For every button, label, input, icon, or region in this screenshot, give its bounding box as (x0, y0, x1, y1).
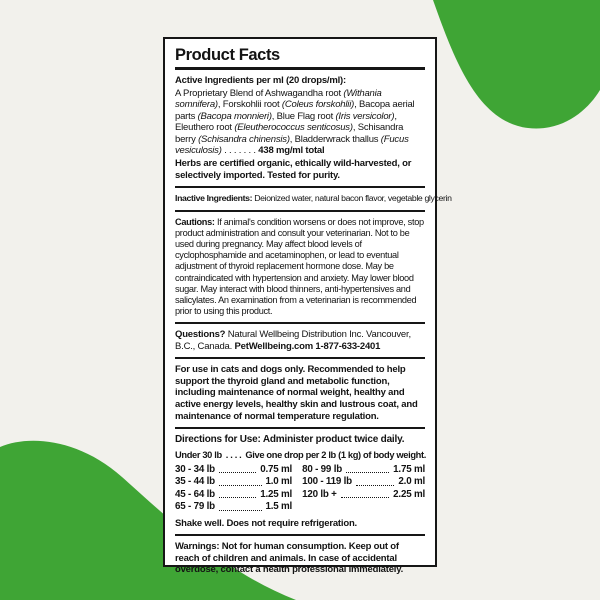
dosage-table (175, 464, 425, 514)
cautions-text: If animal's condition worsens or does not improve, stop product administration and consult your veterinarian. Not to be used during pregnancy. May affect blood levels of cyclophosphamide and acetaminophen, or lead to eventual adjustment of thyroid replacement hormone dose. May be contraindicated with hypertension and anxiety. May lower blood sugar. May interact with blood thinners, anti-hypertensives and salicylates. An examination from a veterinarian is recommended prior to using this product. (175, 216, 424, 317)
latin-name: (Fucus vesiculosis) (175, 133, 409, 156)
divider (175, 357, 425, 359)
dosage-row (175, 464, 292, 477)
inactive-ingredients-section (175, 193, 452, 204)
divider (175, 322, 425, 324)
dot-leader (219, 510, 262, 511)
usage-statement: For use in cats and dogs only. Recommended to help support the thyroid gland and metabolic function, including maintenance of normal weight, healthy and active energy levels, healthy skin and lustrous coat, and maintenance of normal temperature regulation. (175, 364, 418, 422)
dosage-column-right (302, 464, 425, 514)
certification-text: Herbs are certified organic, ethically wild-harvested, or selectively imported. Tested for purity. (175, 158, 412, 181)
weight-range: Under 30 lb (175, 449, 222, 460)
weight-range: 35 - 44 lb (175, 476, 215, 488)
warnings-section (175, 541, 425, 575)
shake-well-note: Shake well. Does not require refrigeration. (175, 517, 357, 529)
dot-leader: . . . . (225, 449, 242, 460)
dose-value: 0.75 ml (260, 463, 293, 475)
blend-text: , Eleuthero root (175, 110, 397, 134)
latin-name: (Bacopa monnieri) (197, 110, 272, 122)
green-blob-top-right-shape (433, 0, 600, 128)
blend-text: , Blue Flag root (271, 110, 336, 122)
active-ingredients-blend (175, 88, 425, 156)
dose-value: 1.5 ml (265, 501, 293, 513)
dosage-row (302, 489, 425, 502)
dot-leader: . . . . . . . (221, 144, 259, 156)
directions-heading: Directions for Use: Administer product twice daily. (175, 434, 405, 446)
active-ingredients-heading-text: Active Ingredients per ml (20 drops/ml): (175, 74, 346, 86)
contact-info: PetWellbeing.com 1-877-633-2401 (234, 340, 381, 352)
dose-value: 1.25 ml (260, 488, 293, 500)
dot-leader (219, 497, 256, 498)
latin-name: (Eleutherococcus senticosus) (234, 122, 353, 134)
weight-range: 45 - 64 lb (175, 488, 215, 500)
divider (175, 210, 425, 212)
dot-leader (346, 472, 389, 473)
warnings-text: Not for human consumption. Keep out of reach of children and animals. In case of accidental overdose, contact a health professional immediately. (175, 541, 404, 575)
weight-range: 30 - 34 lb (175, 463, 215, 475)
dosage-row (175, 489, 292, 502)
blend-text: , Forskohlii root (217, 99, 282, 111)
active-ingredients-footer (175, 158, 425, 181)
dot-leader (219, 472, 256, 473)
weight-range: 65 - 79 lb (175, 501, 215, 513)
cautions-heading: Cautions: (175, 216, 215, 227)
latin-name: (Iris versicolor) (335, 110, 395, 122)
inactive-ingredients-heading: Inactive Ingredients: (175, 193, 253, 204)
warnings-heading: Warnings: (175, 541, 220, 553)
questions-section (175, 329, 425, 352)
distributor-text: Natural Wellbeing Distribution Inc. Vancouver, B.C., Canada. (175, 329, 411, 352)
active-ingredients-heading (175, 75, 425, 86)
product-facts-title: Product Facts (175, 46, 280, 64)
dosage-row (175, 501, 292, 514)
blend-text: , Bladderwrack thallus (289, 133, 381, 145)
blend-text: A Proprietary Blend of Ashwagandha root (175, 87, 344, 99)
blend-text: , Schisandra berry (175, 122, 404, 145)
latin-name: (Coleus forskohlii) (281, 99, 355, 111)
under-30lb-row (175, 450, 425, 461)
latin-name: (Withania somnifera) (175, 87, 382, 111)
dosage-row (175, 476, 292, 489)
dosage-column-left (175, 464, 292, 514)
divider (175, 186, 425, 188)
total-amount: 438 mg/ml total (258, 144, 325, 156)
dot-leader (356, 485, 394, 486)
dose-value: 2.25 ml (393, 488, 425, 500)
divider (175, 67, 425, 70)
weight-range: 80 - 99 lb (302, 463, 343, 475)
dose-value: 1.75 ml (393, 463, 425, 475)
dosage-row (302, 476, 425, 489)
dose-instruction: Give one drop per 2 lb (1 kg) of body weight. (245, 449, 426, 460)
weight-range: 120 lb + (302, 488, 337, 500)
weight-range: 100 - 119 lb (302, 476, 352, 488)
product-facts-label (163, 37, 452, 575)
dosage-row (302, 464, 425, 477)
cautions-section (175, 217, 425, 318)
questions-heading: Questions? (175, 329, 226, 341)
dose-value: 1.0 ml (265, 476, 293, 488)
divider (175, 427, 425, 429)
dot-leader (341, 497, 389, 498)
divider (175, 534, 425, 536)
blend-text: , Bacopa aerial parts (175, 99, 415, 122)
latin-name: (Schisandra chinensis) (198, 133, 290, 145)
inactive-ingredients-text: Deionized water, natural bacon flavor, vegetable glycerin (254, 193, 452, 204)
dose-value: 2.0 ml (398, 476, 425, 488)
dot-leader (219, 485, 262, 486)
